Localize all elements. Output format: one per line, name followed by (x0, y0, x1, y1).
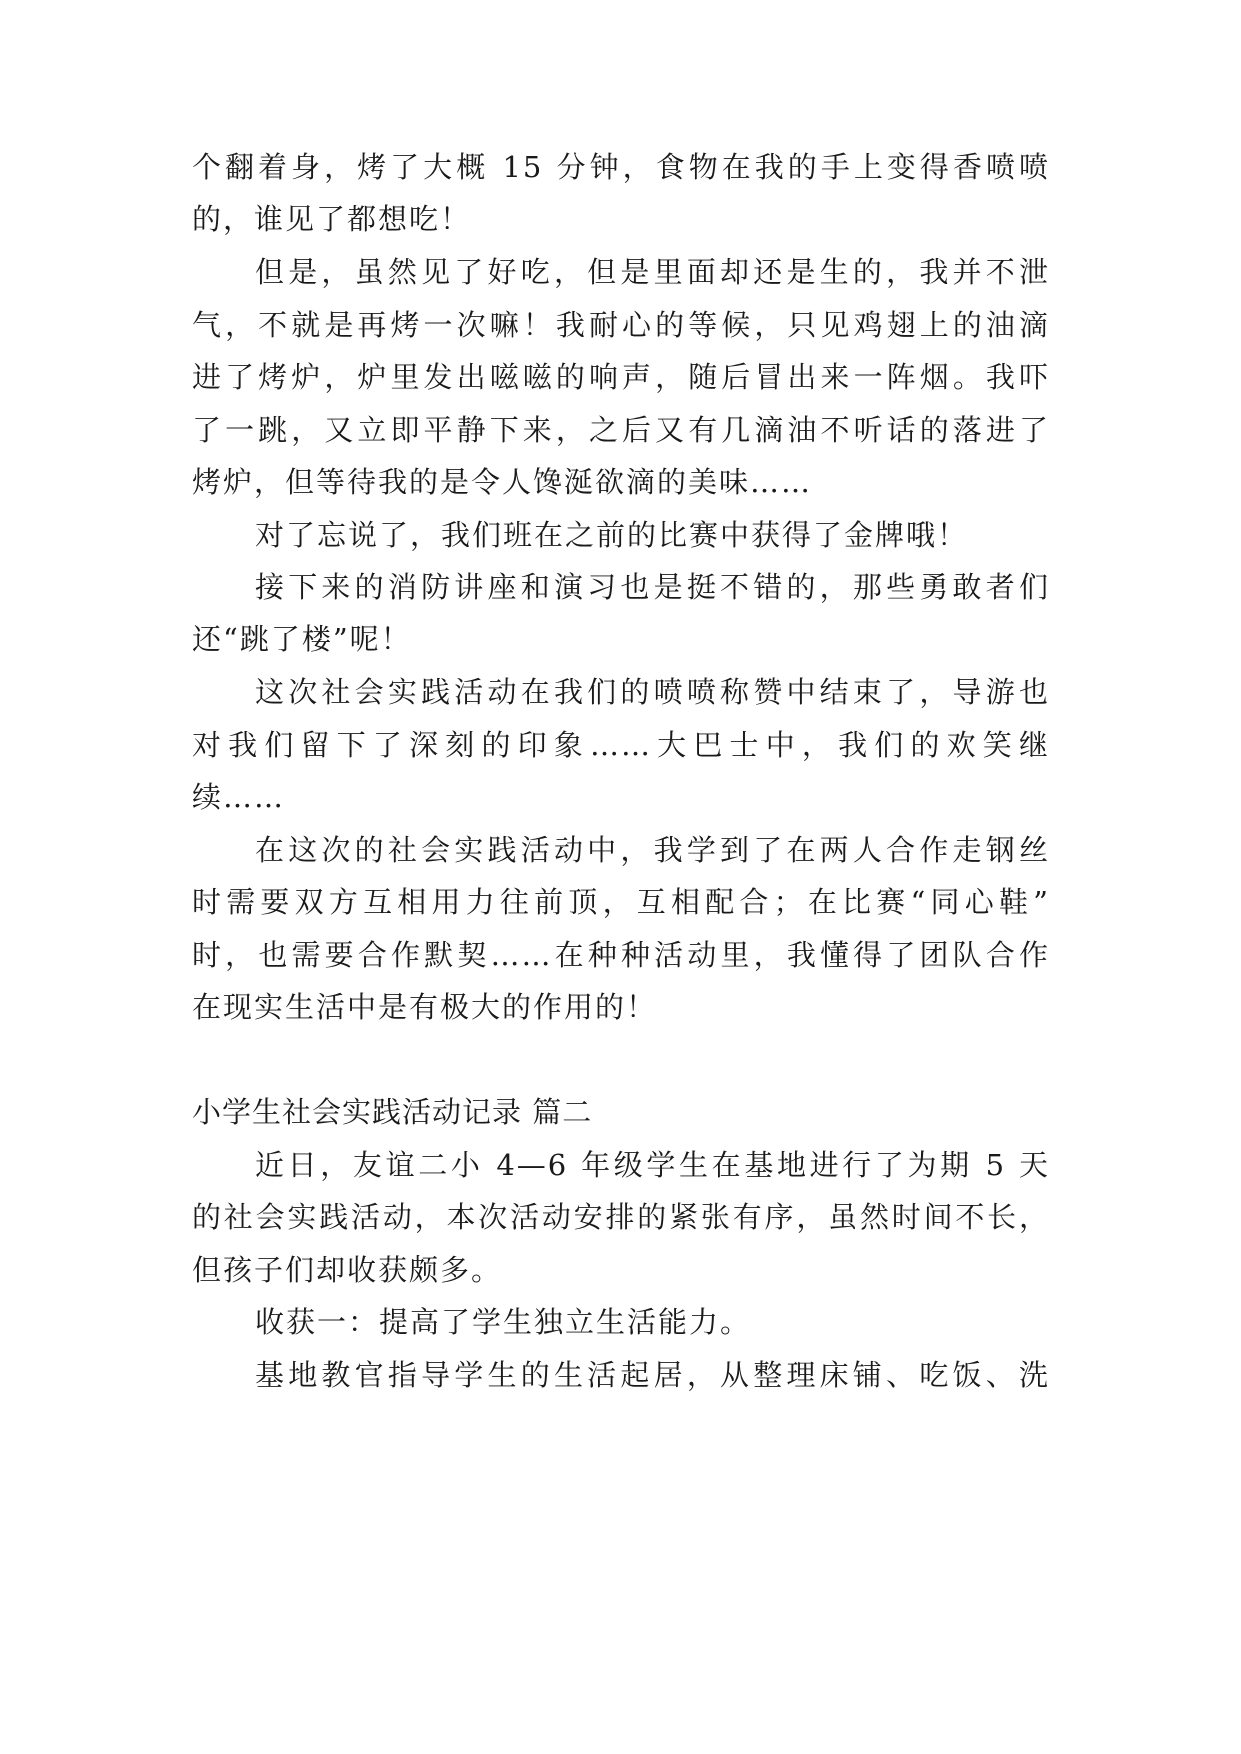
paragraph-start-line: 对了忘说了，我们班在之前的比赛中获得了金牌哦！ (255, 518, 969, 552)
text-line: 烤炉，但等待我的是令人馋涎欲滴的美味…… (192, 465, 813, 499)
text-line: 时需要双方互相用力往前顶，互相配合；在比赛“同心鞋” (192, 885, 1050, 919)
paragraph-start-line: 但是，虽然见了好吃，但是里面却还是生的，我并不泄 (255, 255, 1050, 289)
text-line: 续…… (192, 780, 286, 814)
text-line: 了一跳，又立即平静下来，之后又有几滴油不听话的落进了 (192, 413, 1050, 447)
text-line: 进了烤炉，炉里发出嗞嗞的响声，随后冒出来一阵烟。我吓 (192, 360, 1050, 394)
text-line: 还“跳了楼”呢！ (192, 622, 412, 656)
text-line: 但孩子们却收获颇多。 (192, 1253, 503, 1287)
paragraph-start-line: 收获一：提高了学生独立生活能力。 (255, 1305, 752, 1339)
text-line: 在现实生活中是有极大的作用的！ (192, 990, 658, 1024)
text-line: 个翻着身，烤了大概 15 分钟，食物在我的手上变得香喷喷 (192, 150, 1050, 184)
paragraph-start-line: 这次社会实践活动在我们的喷喷称赞中结束了，导游也 (255, 675, 1050, 709)
paragraph-start-line: 接下来的消防讲座和演习也是挺不错的，那些勇敢者们 (255, 570, 1050, 604)
paragraph-start-line: 基地教官指导学生的生活起居，从整理床铺、吃饭、洗 (255, 1358, 1050, 1392)
paragraph-start-line: 近日，友谊二小 4—6 年级学生在基地进行了为期 5 天 (255, 1148, 1050, 1182)
text-line: 时，也需要合作默契……在种种活动里，我懂得了团队合作 (192, 938, 1050, 972)
paragraph-start-line: 在这次的社会实践活动中，我学到了在两人合作走钢丝 (255, 833, 1050, 867)
text-line: 气，不就是再烤一次嘛！我耐心的等候，只见鸡翅上的油滴 (192, 308, 1050, 342)
section-heading: 小学生社会实践活动记录 篇二 (192, 1095, 593, 1129)
text-line: 的社会实践活动，本次活动安排的紧张有序，虽然时间不长， (192, 1200, 1050, 1234)
text-line: 的，谁见了都想吃！ (192, 202, 472, 236)
text-line: 对我们留下了深刻的印象……大巴士中，我们的欢笑继 (192, 728, 1050, 762)
